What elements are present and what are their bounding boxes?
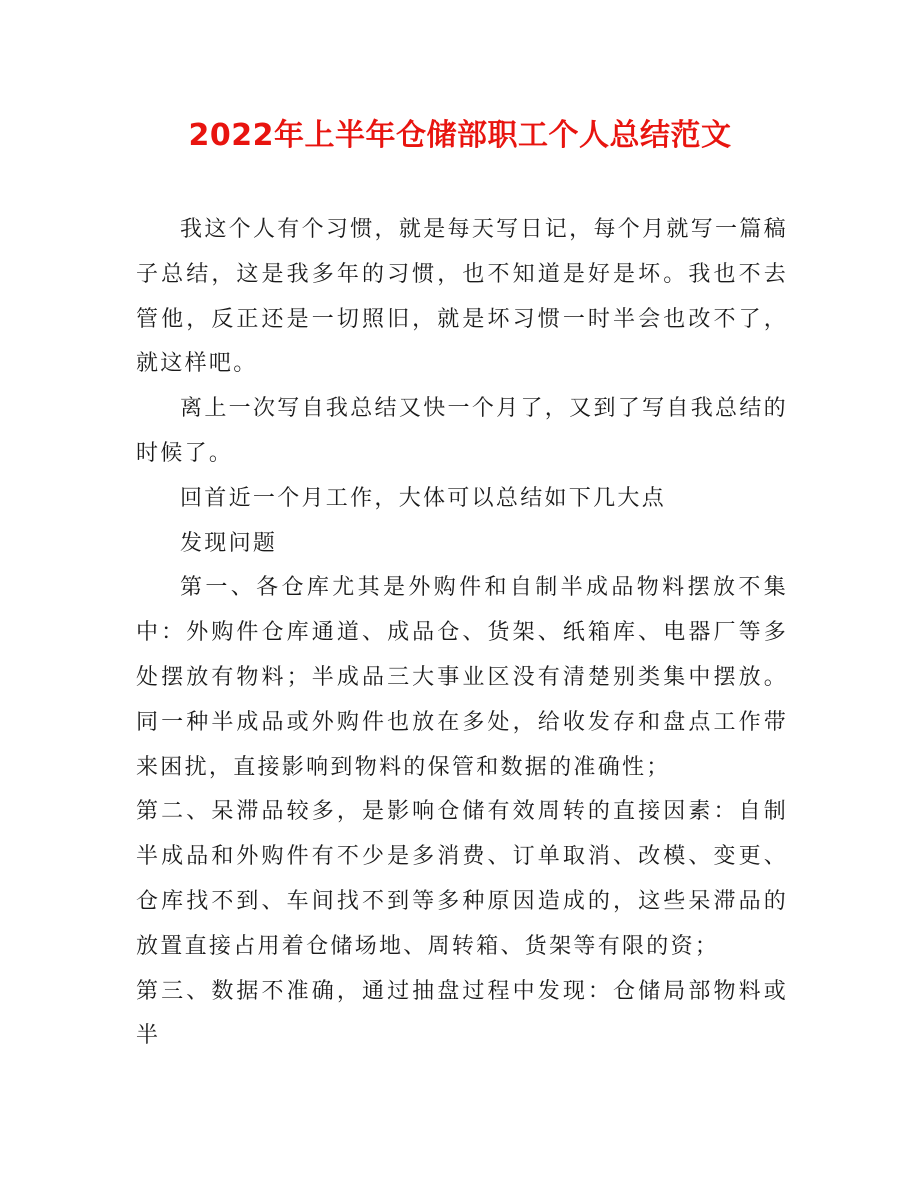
paragraph-1: 我这个人有个习惯，就是每天写日记，每个月就写一篇稿子总结，这是我多年的习惯，也不知道是好是坏。我也不去管他，反正还是一切照旧，就是坏习惯一时半会也改不了，就这样吧。 (136, 217, 788, 377)
page-title: 2022年上半年仓储部职工个人总结范文 (188, 118, 732, 153)
document-body (136, 208, 788, 1059)
paragraph-5: 第一、各仓库尤其是外购件和自制半成品物料摆放不集中：外购件仓库通道、成品仓、货架、纸箱库、电器厂等多处摆放有物料；半成品三大事业区没有清楚别类集中摆放。同一种半成品或外购件也放在多处，给收发存和盘点工作带来困扰，直接影响到物料的保管和数据的准确性； (136, 575, 788, 780)
paragraph-6: 第二、呆滞品较多，是影响仓储有效周转的直接因素：自制半成品和外购件有不少是多消费、订单取消、改模、变更、仓库找不到、车间找不到等多种原因造成的，这些呆滞品的放置直接占用着仓储场地、周转箱、货架等有限的资； (136, 799, 788, 959)
paragraph-2: 离上一次写自我总结又快一个月了，又到了写自我总结的时候了。 (136, 396, 788, 466)
paragraph-4: 发现问题 (180, 530, 278, 556)
paragraph-7: 第三、数据不准确，通过抽盘过程中发现：仓储局部物料或半 (136, 978, 788, 1049)
paragraph-3: 回首近一个月工作，大体可以总结如下几大点 (180, 485, 667, 511)
